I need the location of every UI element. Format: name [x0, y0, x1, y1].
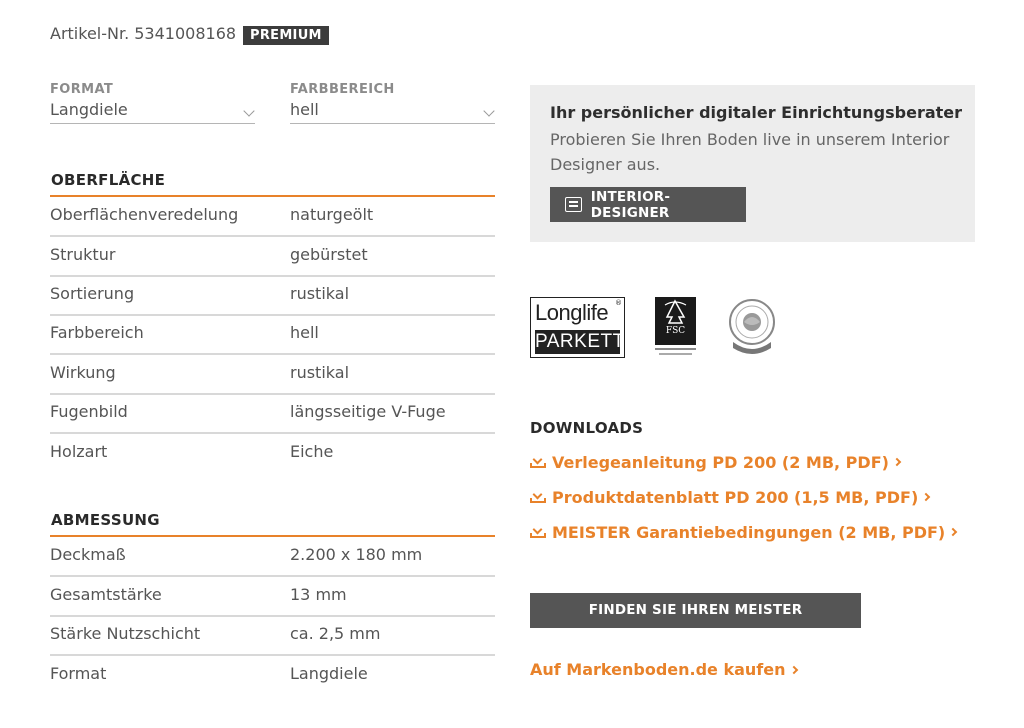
spec-value: Eiche: [290, 442, 334, 461]
table-row: [50, 237, 495, 277]
table-row: [50, 197, 495, 237]
spec-key: Deckmaß: [50, 545, 126, 564]
dimensions-section-title: ABMESSUNG: [51, 511, 160, 529]
spec-value: Langdiele: [290, 664, 368, 683]
spec-value: längsseitige V-Fuge: [290, 402, 446, 421]
download-link-warranty[interactable]: MEISTER Garantiebedingungen (2 MB, PDF): [530, 521, 956, 543]
download-icon: [530, 491, 546, 503]
advisor-title: Ihr persönlicher digitaler Einrichtungsberater: [550, 103, 963, 122]
spec-value: gebürstet: [290, 245, 368, 264]
spec-value: rustikal: [290, 284, 350, 303]
spec-key: Holzart: [50, 442, 108, 461]
download-link-installation[interactable]: Verlegeanleitung PD 200 (2 MB, PDF): [530, 451, 900, 473]
spec-value: ca. 2,5 mm: [290, 624, 381, 643]
chevron-right-icon: [893, 458, 901, 466]
table-row: [50, 276, 495, 316]
format-select[interactable]: [50, 82, 255, 126]
spec-key: Struktur: [50, 245, 116, 264]
spec-value: hell: [290, 323, 319, 342]
article-number: Artikel-Nr. 5341008168: [50, 24, 237, 43]
table-row: [50, 537, 495, 577]
table-row: [50, 656, 495, 696]
spec-value: 13 mm: [290, 585, 347, 604]
blauer-engel-logo: [727, 298, 777, 356]
fsc-logo: FSC: [655, 297, 696, 357]
color-range-select[interactable]: [290, 82, 495, 126]
interior-advisor-panel: [530, 85, 975, 242]
table-row: [50, 577, 495, 617]
spec-key: Stärke Nutzschicht: [50, 624, 201, 643]
advisor-text: Probieren Sie Ihren Boden live in unserem Interior Designer aus.: [550, 130, 950, 174]
longlife-parkett-logo: Longlife ® PARKETT: [530, 297, 625, 358]
spec-key: Gesamtstärke: [50, 585, 162, 604]
surface-section-title: OBERFLÄCHE: [51, 171, 166, 189]
spec-key: Oberflächenveredelung: [50, 205, 239, 224]
chevron-right-icon: [949, 528, 957, 536]
table-row: [50, 434, 495, 474]
sliders-icon: [565, 197, 582, 212]
spec-key: Fugenbild: [50, 402, 128, 421]
chevron-right-icon: [922, 493, 930, 501]
chevron-right-icon: [789, 665, 797, 673]
interior-designer-button[interactable]: [550, 187, 746, 222]
premium-badge: PREMIUM: [243, 26, 329, 45]
spec-key: Wirkung: [50, 363, 116, 382]
spec-key: Format: [50, 664, 107, 683]
format-select-label: FORMAT: [50, 82, 114, 97]
find-dealer-button[interactable]: FINDEN SIE IHREN MEISTER FACHHÄNDLER: [530, 593, 861, 628]
download-icon: [530, 526, 546, 538]
color-range-select-value: hell: [290, 100, 319, 119]
interior-designer-button-label: INTERIOR-DESIGNER: [590, 188, 671, 221]
spec-key: Sortierung: [50, 284, 135, 303]
table-row: [50, 355, 495, 395]
download-link-datasheet[interactable]: Produktdatenblatt PD 200 (1,5 MB, PDF): [530, 486, 929, 508]
spec-value: rustikal: [290, 363, 350, 382]
spec-value: naturgeölt: [290, 205, 374, 224]
spec-key: Farbbereich: [50, 323, 144, 342]
format-select-value: Langdiele: [50, 100, 128, 119]
table-row: [50, 315, 495, 355]
buy-link[interactable]: Auf Markenboden.de kaufen: [530, 660, 797, 679]
download-icon: [530, 456, 546, 468]
downloads-title: DOWNLOADS: [530, 419, 644, 437]
spec-value: 2.200 x 180 mm: [290, 545, 423, 564]
table-row: [50, 616, 495, 656]
color-range-select-label: FARBBEREICH: [290, 82, 395, 97]
table-row: [50, 394, 495, 434]
